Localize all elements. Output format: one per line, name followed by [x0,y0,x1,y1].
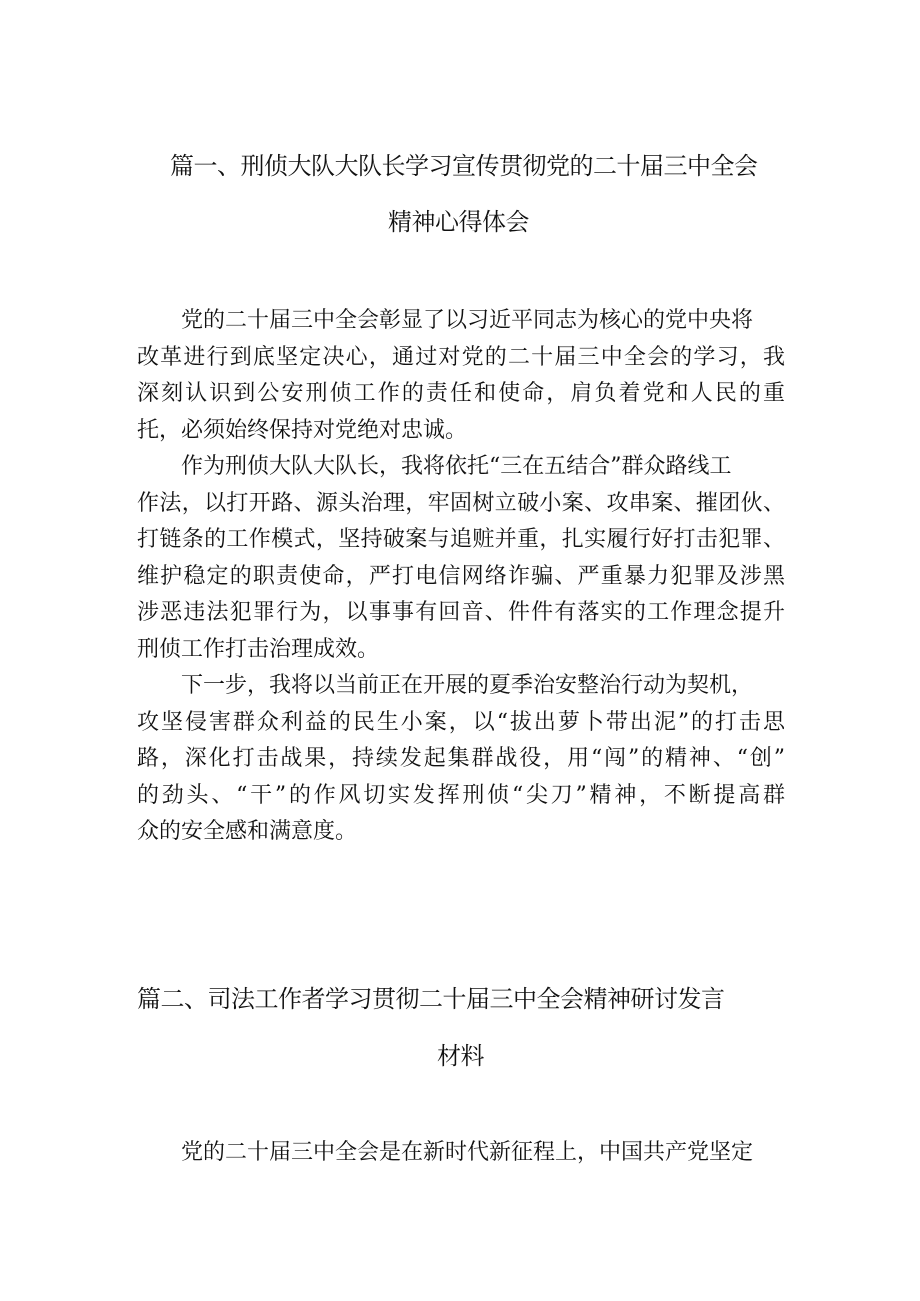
text-line: 作法，以打开路、源头治理，牢固树立破小案、攻串案、摧团伙、 [137,490,785,516]
text-line: 深刻认识到公安刑侦工作的责任和使命，肩负着党和人民的重 [137,381,785,406]
text-line: 攻坚侵害群众利益的民生小案，以“拔出萝卜带出泥”的打击思 [137,709,785,735]
text-line: 党的二十届三中全会是在新时代新征程上，中国共产党坚定 [181,1140,754,1165]
text-line: 维护稳定的职责使命，严打电信网络诈骗、严重暴力犯罪及涉黑 [137,563,785,589]
text-line: 改革进行到底坚定决心，通过对党的二十届三中全会的学习，我 [137,344,785,370]
section1-paragraph-3 [137,668,785,851]
section1-paragraph-2 [137,449,785,668]
text-line: 打链条的工作模式，坚持破案与追赃并重，扎实履行好打击犯罪、 [137,527,785,552]
section1-title-line2: 精神心得体会 [388,208,529,236]
section2-title-line2: 材料 [437,1042,484,1070]
text-line: 涉恶违法犯罪行为，以事事有回音、件件有落实的工作理念提升 [137,600,785,625]
section1-title-line1: 篇一、刑侦大队大队长学习宣传贯彻党的二十届三中全会 [170,152,758,180]
text-line: 众的安全感和满意度。 [137,819,358,844]
text-line: 刑侦工作打击治理成效。 [137,636,380,662]
text-line: 党的二十届三中全会彰显了以习近平同志为核心的党中央将 [181,308,754,333]
text-line: 托，必须始终保持对党绝对忠诚。 [137,417,468,443]
section2-paragraph-1 [137,1135,785,1172]
text-line: 下一步，我将以当前正在开展的夏季治安整治行动为契机， [181,673,754,698]
section2-title-line1: 篇二、司法工作者学习贯彻二十届三中全会精神研讨发言 [137,985,725,1013]
text-line: 的劲头、“干”的作风切实发挥刑侦“尖刀”精神，不断提高群 [137,782,785,808]
section1-paragraph-1 [137,303,785,449]
text-line: 作为刑侦大队大队长，我将依托“三在五结合”群众路线工 [181,454,732,479]
text-line: 路，深化打击战果，持续发起集群战役，用“闯”的精神、“创” [137,746,785,771]
